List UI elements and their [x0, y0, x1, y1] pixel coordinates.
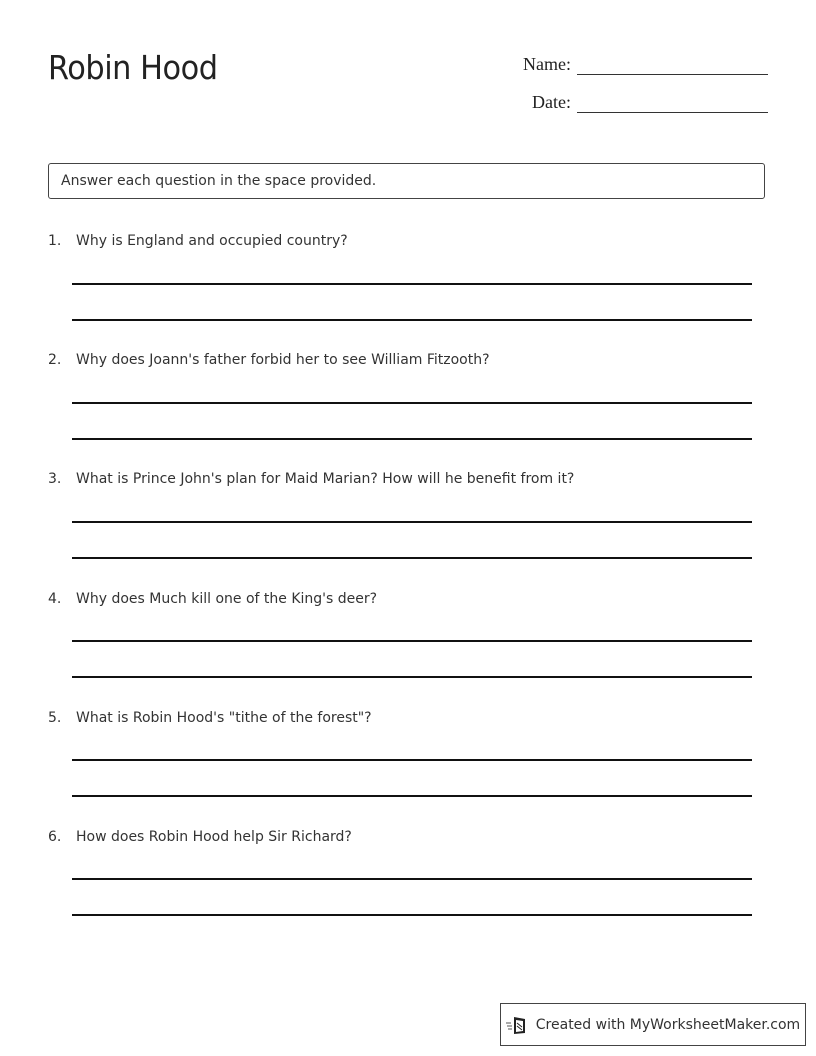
answer-line [72, 402, 752, 404]
question-text: How does Robin Hood help Sir Richard? [76, 829, 352, 845]
footer-text[interactable]: Created with MyWorksheetMaker.com [535, 1016, 801, 1033]
date-label: Date: [532, 92, 571, 112]
question-number: 4. [48, 591, 62, 607]
name-label: Name: [523, 54, 571, 74]
date-field [509, 90, 768, 113]
question-5 [48, 709, 768, 727]
question-text: What is Prince John's plan for Maid Marian? How will he benefit from it? [76, 471, 575, 487]
answer-line [72, 676, 752, 678]
answer-line [72, 557, 752, 559]
answer-line [72, 795, 752, 797]
question-2 [48, 351, 768, 369]
question-text: Why does Much kill one of the King's deer? [76, 591, 378, 607]
question-number: 1. [48, 233, 62, 249]
question-number: 5. [48, 710, 62, 726]
footer-credit[interactable] [500, 1003, 806, 1046]
answer-line [72, 283, 752, 285]
question-text: Why does Joann's father forbid her to see William Fitzooth? [76, 352, 490, 368]
question-text: Why is England and occupied country? [76, 233, 348, 249]
name-blank-line [577, 52, 768, 75]
question-4 [48, 590, 768, 608]
question-number: 6. [48, 829, 62, 845]
answer-line [72, 914, 752, 916]
page-title: Robin Hood [48, 48, 218, 87]
question-1 [48, 232, 768, 250]
answer-line [72, 759, 752, 761]
question-number: 2. [48, 352, 62, 368]
question-number: 3. [48, 471, 62, 487]
answer-line [72, 438, 752, 440]
question-3 [48, 470, 768, 488]
question-6 [48, 828, 768, 846]
date-blank-line [577, 90, 768, 113]
answer-line [72, 878, 752, 880]
answer-line [72, 640, 752, 642]
name-field [509, 52, 768, 75]
instructions-box: Answer each question in the space provided. [48, 163, 765, 199]
worksheet-logo-icon [506, 1015, 528, 1035]
answer-line [72, 521, 752, 523]
question-text: What is Robin Hood's "tithe of the forest"? [76, 710, 372, 726]
answer-line [72, 319, 752, 321]
